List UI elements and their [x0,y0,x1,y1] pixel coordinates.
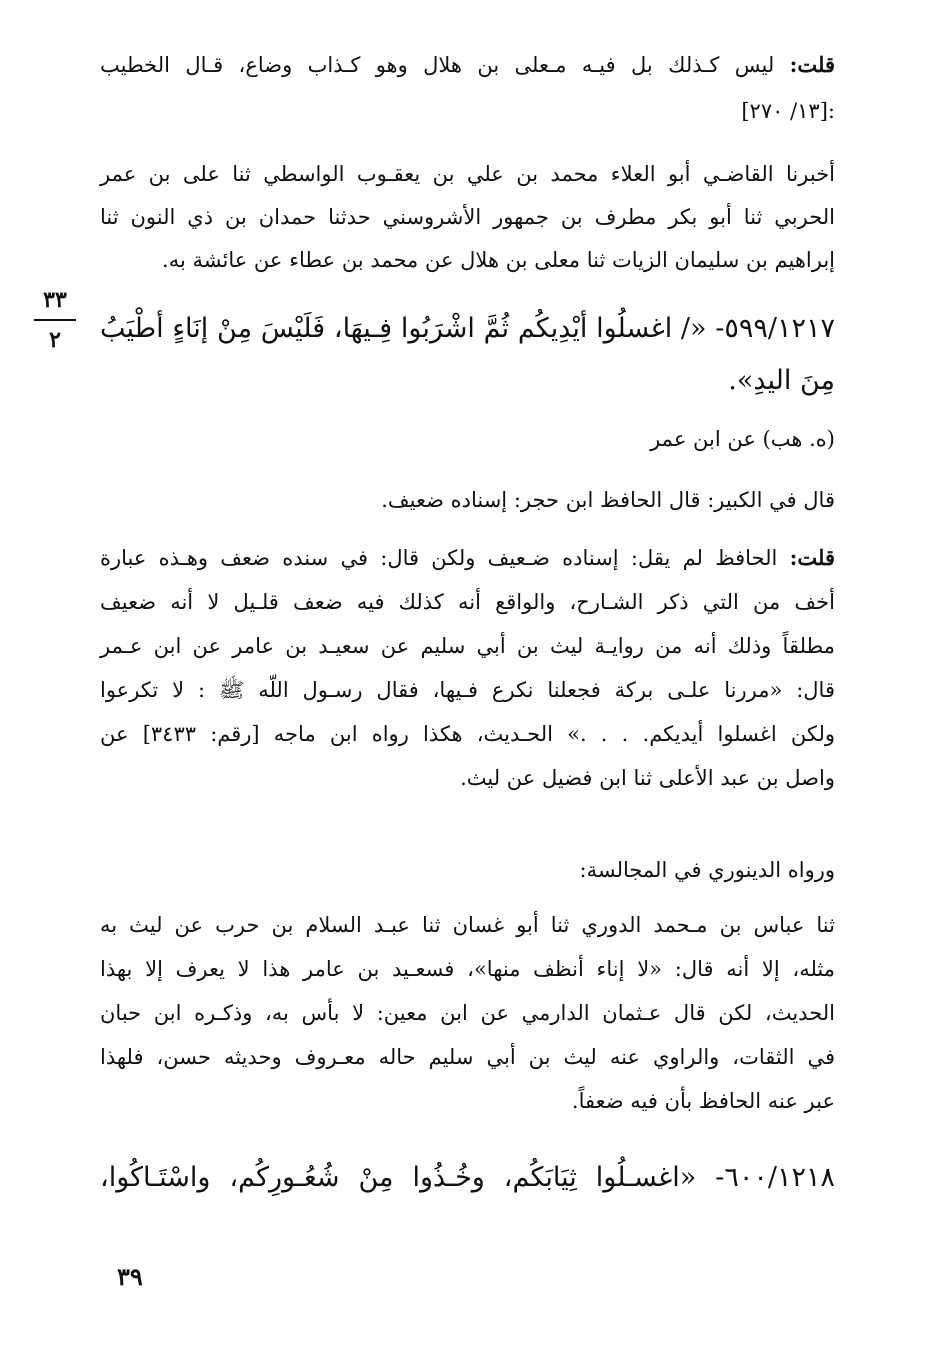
text-line: ثنا عباس بن مـحمد الدوري ثنا أبو غسان ثنا عبـد السلام بن حرب عن ليث به [100,913,835,937]
margin-volume-note [30,287,80,353]
margin-note-top: ٣٣ [43,287,67,313]
paragraph-block-4 [100,487,835,512]
text-line: مطلقاً وذلك أنه من روايـة ليث بن أبي سليم عن سعيـد بن عامر عن ابن عـمر [100,634,835,658]
text-line: إبراهيم بن سليمان الزيات ثنا معلى بن هلال عن محمد بن عطاء عن عائشة به. [162,248,835,272]
paragraph-block-6 [100,857,835,882]
text-line: قلت: الحافظ لم يقل: إسناده ضـعيف ولكن قال: في سنده ضعف وهـذه عبارة [100,545,835,570]
text-line: قال: «مررنا علـى بركة فجعلنا نكرع فـيها، فقال رسـول اللّه ﷺ : لا تكرعوا [100,678,835,702]
paragraph-block-0 [100,52,835,123]
source-line [100,426,835,451]
text-line: ورواه الدينوري في المجالسة: [579,858,835,882]
text-line: :[١٣/ ٢٧٠] [741,99,835,123]
text-line: قال في الكبير: قال الحافظ ابن حجر: إسناده ضعيف. [381,488,835,512]
text-line: في الثقات، والراوي عنه ليث بن أبي سليم حاله معـروف وحديثه حسن، فلهذا [100,1045,835,1069]
paragraph-block-5 [100,545,835,790]
margin-note-divider [34,319,76,321]
hadith-line: ٥٩٩/١٢١٧- «/ اغسلُوا أيْدِيكُم ثُمَّ اشْرَبُوا فِـيهَا، فَلَيْسَ مِنْ إنَاءٍ أطْيَبُ [100,313,835,344]
hadith-line: ٦٠٠/١٢١٨- «اغسـلُوا ثِيَابَكُم، وخُـذُوا مِنْ شُعُـورِكُم، واسْتَـاكُوا، [100,1162,835,1193]
text-line: الحربي ثنا أبو بكر مطرف بن جمهور الأشروسني حدثنا حمدان بن ذي النون ثنا [100,205,835,229]
text-line: قلت: ليس كـذلك بل فيـه مـعلى بن هلال وهو كـذاب وضاع، قـال الخطيب [100,52,835,77]
margin-note-bottom: ٢ [49,327,61,353]
text-line: مثله، إلا أنه قال: «لا إناء أنظف منها»، فسعـيد بن عامر هذا لا يعرف إلا بهذا [100,957,835,981]
text-line: (ه. هب) عن ابن عمر [650,427,835,451]
text-line: عبر عنه الحافظ بأن فيه ضعفاً. [571,1089,835,1113]
text-line: أخف من التي ذكر الشـارح، والواقع أنه كذلك فيه ضعف قلـيل لا أنه ضعيف [100,590,835,614]
hadith-block-1217 [100,313,835,397]
hadith-block-1218 [100,1162,835,1194]
hadith-line: مِنَ اليدِ». [728,365,835,396]
text-line: الحديث، لكن قال عـثمان الدارمي عن ابن معين: لا بأس به، وذكـره ابن حبان [100,1001,835,1025]
text-line: أخبرنا القاضـي أبو العلاء محمد بن علي بن يعقـوب الواسطي ثنا على بن عمر [100,162,835,186]
text-line: واصل بن عبد الأعلى ثنا ابن فضيل عن ليث. [460,766,835,790]
paragraph-block-1 [100,161,835,272]
paragraph-block-7 [100,912,835,1113]
page-number: ٣٩ [117,1262,143,1291]
text-line: ولكن اغسلوا أيديكم. . . .» الحـديث، هكذا رواه ابن ماجه [رقم: ٣٤٣٣] عن [100,722,835,746]
